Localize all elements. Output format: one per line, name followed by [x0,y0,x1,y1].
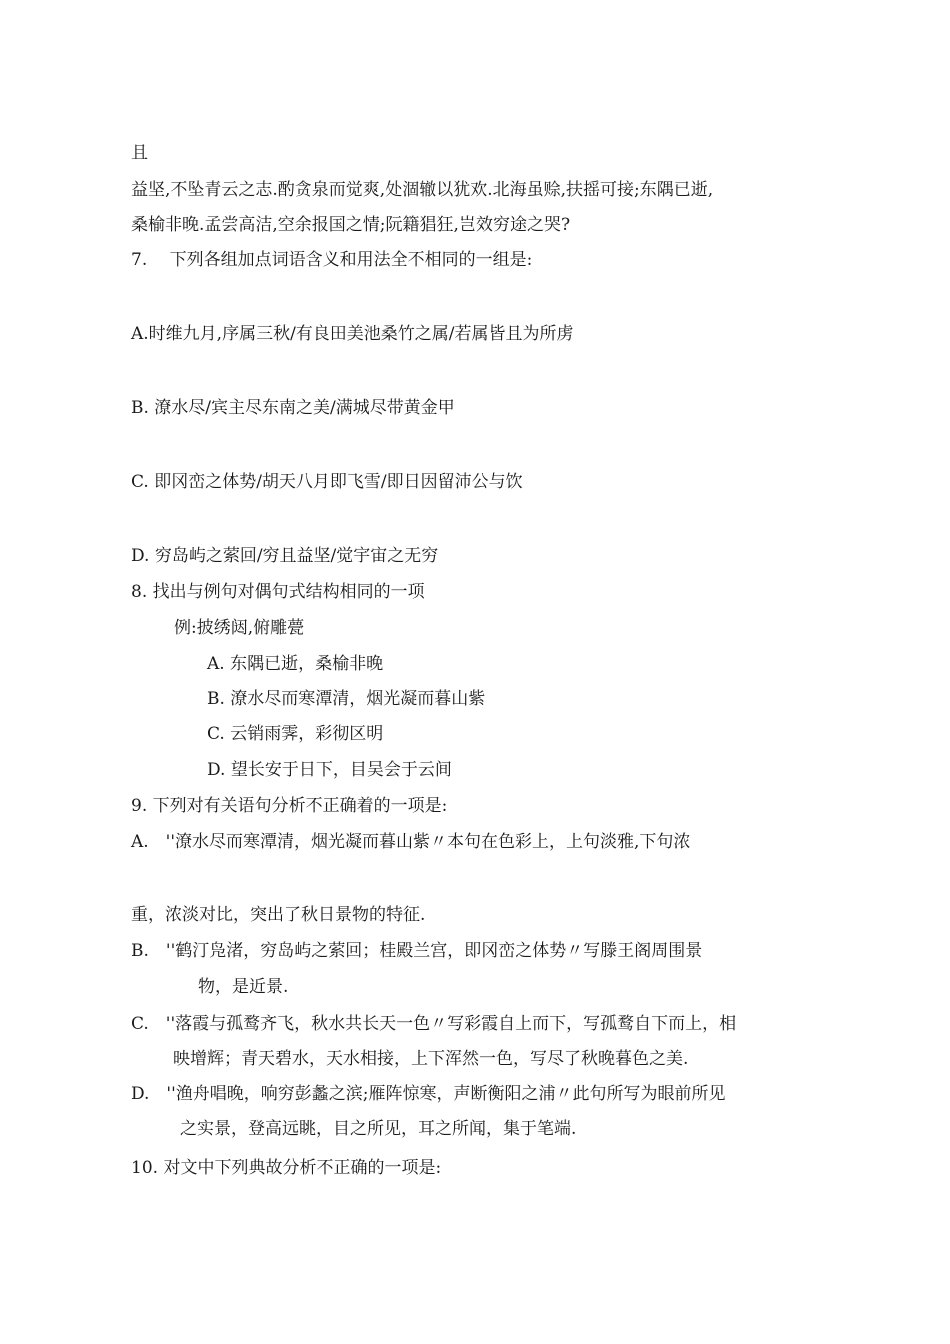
question-9-option-d-line-2: 之实景，登高远眺，目之所见，耳之所闻，集于笔端. [180,1119,577,1139]
question-8-option-d: D. 望长安于日下，目吴会于云间 [207,760,452,780]
question-9-option-b-line-1: B. ''鹤汀凫渚，穷岛屿之萦回；桂殿兰宫，即冈峦之体势〃写滕王阁周围景 [131,941,703,961]
question-8-stem: 8. 找出与例句对偶句式结构相同的一项 [131,582,425,602]
question-8-example: 例:披绣闼,俯雕甍 [174,618,305,638]
question-10-stem: 10. 对文中下列典故分析不正确的一项是: [131,1158,442,1178]
question-9-option-d-line-1: D. ''渔舟唱晚，响穷彭蠡之滨;雁阵惊寒，声断衡阳之浦〃此句所写为眼前所见 [131,1084,726,1104]
question-8-option-b: B. 潦水尽而寒潭清，烟光凝而暮山紫 [207,689,486,709]
question-7-stem: 7. 下列各组加点词语含义和用法全不相同的一组是: [131,250,533,270]
question-7-option-d: D. 穷岛屿之萦回/穷且益坚/觉宇宙之无穷 [131,546,439,566]
question-9-option-a-line-2: 重，浓淡对比，突出了秋日景物的特征. [131,905,426,925]
question-9-option-a-line-1: A. ''潦水尽而寒潭清，烟光凝而暮山紫〃本句在色彩上，上句淡雅,下句浓 [131,832,691,852]
passage-line-2: 益坚,不坠青云之志.酌贪泉而觉爽,处涸辙以犹欢.北海虽赊,扶摇可接;东隅已逝, [131,180,714,200]
question-9-option-b-line-2: 物，是近景. [198,977,289,997]
question-8-option-c: C. 云销雨霁，彩彻区明 [207,724,384,744]
passage-line-1: 且 [131,143,148,163]
question-7-option-c: C. 即冈峦之体势/胡天八月即飞雪/即日因留沛公与饮 [131,472,523,492]
question-9-option-c-line-1: C. ''落霞与孤鹜齐飞，秋水共长天一色〃写彩霞自上而下，写孤鹜自下而上，相 [131,1014,737,1034]
question-7-option-b: B. 潦水尽/宾主尽东南之美/满城尽带黄金甲 [131,398,455,418]
passage-line-3: 桑榆非晚.孟尝高洁,空余报国之情;阮籍猖狂,岂效穷途之哭? [131,215,571,235]
question-9-stem: 9. 下列对有关语句分析不正确着的一项是: [131,796,448,816]
question-8-option-a: A. 东隅已逝，桑榆非晚 [207,654,384,674]
question-7-option-a: A.时维九月,序属三秋/有良田美池桑竹之属/若属皆且为所虏 [131,324,574,344]
question-9-option-c-line-2: 映增辉；青天碧水，天水相接，上下浑然一色，写尽了秋晚暮色之美. [173,1049,689,1069]
